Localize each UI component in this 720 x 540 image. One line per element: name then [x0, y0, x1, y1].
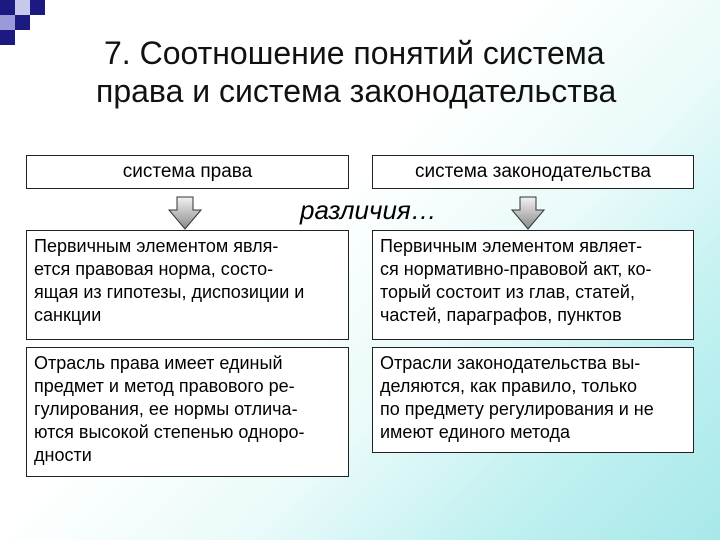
text-line: ется правовая норма, состо- — [34, 259, 274, 279]
text-line: Отрасли законодательства вы- — [380, 353, 641, 373]
text-line: Отрасль права имеет единый — [34, 353, 283, 373]
text-line: ются высокой степенью одноро- — [34, 422, 305, 442]
slide-title — [96, 34, 660, 110]
header-legislation-system: система законодательства — [372, 155, 694, 189]
down-arrow-icon — [511, 196, 545, 230]
text-line: Первичным элементом являет- — [380, 236, 643, 256]
header-law-system: система права — [26, 155, 349, 189]
text-line: по предмету регулирования и не — [380, 399, 654, 419]
law-branch-description — [26, 347, 349, 477]
law-system-primary-element — [26, 230, 349, 340]
text-line: частей, параграфов, пунктов — [380, 305, 622, 325]
text-line: гулирования, ее нормы отлича- — [34, 399, 298, 419]
title-line-2: права и система законодательства — [96, 73, 617, 109]
text-line: деляются, как правило, только — [380, 376, 637, 396]
text-line: предмет и метод правового ре- — [34, 376, 295, 396]
text-line: торый состоит из глав, статей, — [380, 282, 635, 302]
legislation-primary-element — [372, 230, 694, 340]
legislation-branch-description — [372, 347, 694, 453]
corner-decoration — [0, 0, 60, 45]
text-line: дности — [34, 445, 92, 465]
text-line: санкции — [34, 305, 102, 325]
differences-label: различия… — [300, 195, 437, 225]
title-line-1: 7. Соотношение понятий система — [104, 35, 605, 71]
text-line: ся нормативно-правовой акт, ко- — [380, 259, 652, 279]
text-line: имеют единого метода — [380, 422, 571, 442]
down-arrow-icon — [168, 196, 202, 230]
text-line: ящая из гипотезы, диспозиции и — [34, 282, 305, 302]
text-line: Первичным элементом явля- — [34, 236, 279, 256]
